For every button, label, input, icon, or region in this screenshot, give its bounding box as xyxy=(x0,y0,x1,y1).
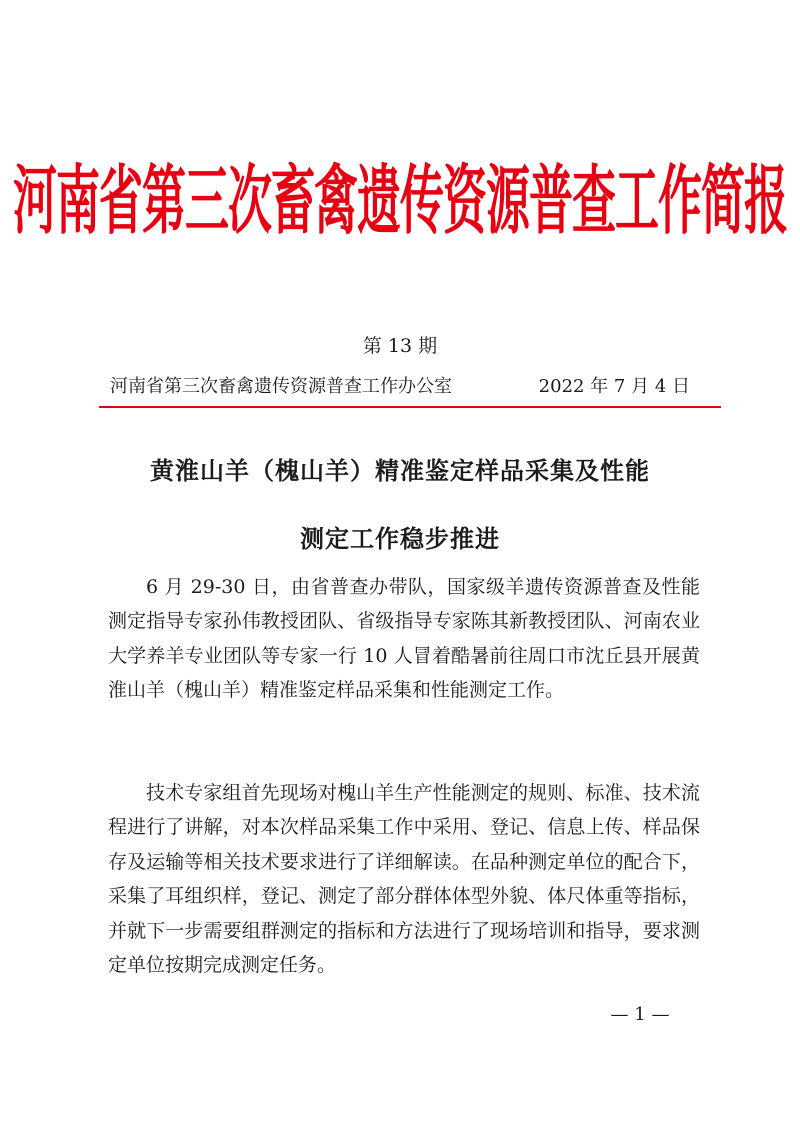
article-paragraph-1: 6 月 29-30 日，由省普查办带队，国家级羊遗传资源普查及性能测定指导专家孙伟教授团队、省级指导专家陈其新教授团队、河南农业大学养羊专业团队等专家一行 10 人冒着酷暑前往周口市沈丘县开展黄淮山羊（槐山羊）精准鉴定样品采集和性能测定工作。 xyxy=(108,576,700,702)
issue-date: 2022 年 7 月 4 日 xyxy=(538,376,690,397)
issuer-line xyxy=(110,372,690,398)
article-paragraph-2: 技术专家组首先现场对槐山羊生产性能测定的规则、标准、技术流程进行了讲解，对本次样品采集工作中采用、登记、信息上传、样品保存及运输等相关技术要求进行了详细解读。在品种测定单位的配合下，采集了耳组织样，登记、测定了部分群体体型外貌、体尺体重等指标，并就下一步需要组群测定的指标和方法进行了现场培训和指导，要求测定单位按期完成测定任务。 xyxy=(108,782,700,977)
bulletin-masthead-title: 河南省第三次畜禽遗传资源普查工作简报 xyxy=(13,158,787,246)
issuer-office: 河南省第三次畜禽遗传资源普查工作办公室 xyxy=(110,376,452,397)
masthead-divider-rule xyxy=(99,406,721,408)
issue-number: 第 13 期 xyxy=(362,335,438,357)
article-headline-line-2: 测定工作稳步推进 xyxy=(300,524,500,553)
article-headline-line-1: 黄淮山羊（槐山羊）精准鉴定样品采集及性能 xyxy=(150,456,650,485)
page-number: — 1 — xyxy=(610,1004,670,1025)
